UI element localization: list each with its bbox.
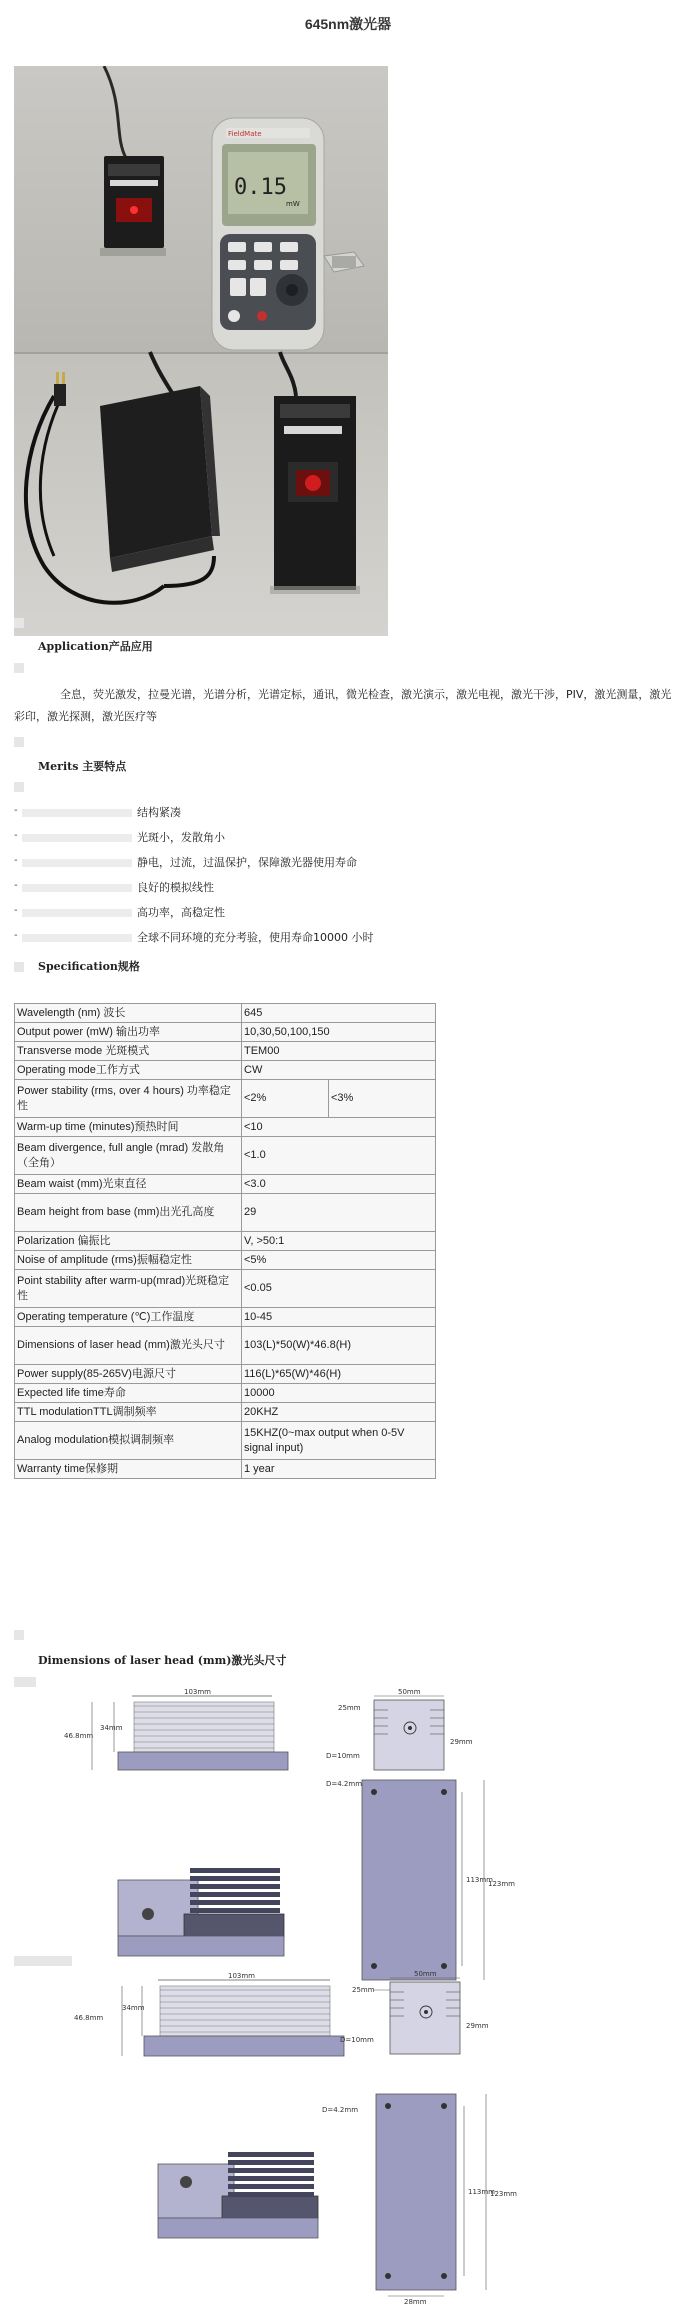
table-row: Warm-up time (minutes)预热时间 <10 [15,1118,436,1137]
table-row: Transverse mode 光斑模式 TEM00 [15,1042,436,1061]
application-heading: Application产品应用 [38,640,153,653]
table-row: Wavelength (nm) 波长 645 [15,1004,436,1023]
table-row: Operating temperature (℃)工作温度 10-45 [15,1308,436,1327]
svg-text:34mm: 34mm [100,1724,123,1732]
meter-reading: 0.15 [234,175,287,200]
svg-text:46.8mm: 46.8mm [64,1732,94,1740]
svg-text:50mm: 50mm [398,1688,421,1696]
table-row: Dimensions of laser head (mm)激光头尺寸 103(L)*50(W)*46.8(H) [15,1327,436,1365]
svg-text:113mm: 113mm [466,1876,493,1884]
list-item: - 光斑小，发散角小 [14,830,225,844]
table-row: Warranty time保修期 1 year [15,1460,436,1479]
table-row: Beam height from base (mm)出光孔高度 29 [15,1194,436,1232]
table-row: Power stability (rms, over 4 hours) 功率稳定性 <2% <3% [15,1080,436,1118]
spacer-bar [14,1677,36,1687]
svg-text:29mm: 29mm [450,1738,473,1746]
list-item: - 静电，过流，过温保护，保障激光器使用寿命 [14,855,357,869]
table-row: Expected life time寿命 10000 [15,1384,436,1403]
svg-text:123mm: 123mm [490,2190,517,2198]
svg-text:25mm: 25mm [338,1704,361,1712]
svg-text:103mm: 103mm [228,1972,255,1980]
table-row: Output power (mW) 输出功率 10,30,50,100,150 [15,1023,436,1042]
list-item: - 高功率，高稳定性 [14,905,225,919]
table-row: Polarization 偏振比 V, >50:1 [15,1232,436,1251]
merits-heading: Merits 主要特点 [38,760,127,773]
svg-text:103mm: 103mm [184,1688,211,1696]
svg-text:113mm: 113mm [468,2188,495,2196]
svg-text:34mm: 34mm [122,2004,145,2012]
spec-table [14,1003,436,1479]
page-title: 645nm激光器 [304,16,392,32]
list-item: - 良好的模拟线性 [14,880,214,894]
svg-text:28mm: 28mm [404,2298,427,2306]
dimensions-heading: Dimensions of laser head (mm)激光头尺寸 [38,1654,287,1667]
bullet-marker [14,782,24,792]
spacer-bar [14,1956,72,1966]
list-item: - 全球不同环境的充分考验，使用寿命10000 小时 [14,930,374,944]
bullet-marker [14,618,24,628]
table-row: Analog modulation模拟调制频率 15KHZ(0~max output when 0-5V signal input) [15,1422,436,1460]
application-text: 全息，荧光激发，拉曼光谱，光谱分析，光谱定标，通讯，微光检查，激光演示，激光电视，激光干涉，PIV，激光测量，激光彩印，激光探测，激光医疗等 [14,688,672,723]
table-row: Power supply(85-265V)电源尺寸 116(L)*65(W)*46(H) [15,1365,436,1384]
bullet-marker [14,663,24,673]
bullet-marker [14,962,24,972]
table-row: Beam waist (mm)光束直径 <3.0 [15,1175,436,1194]
svg-text:46.8mm: 46.8mm [74,2014,104,2022]
svg-text:D=4.2mm: D=4.2mm [326,1780,363,1788]
dimension-drawing-2 [60,1970,600,2306]
svg-text:50mm: 50mm [414,1970,437,1978]
table-row: Point stability after warm-up(mrad)光斑稳定性 <0.05 [15,1270,436,1308]
svg-text:29mm: 29mm [466,2022,489,2030]
list-item: - 结构紧凑 [14,805,181,819]
svg-text:25mm: 25mm [352,1986,375,1994]
table-row: Noise of amplitude (rms)振幅稳定性 <5% [15,1251,436,1270]
table-row: TTL modulationTTL调制频率 20KHZ [15,1403,436,1422]
table-row: Beam divergence, full angle (mrad) 发散角（全角） <1.0 [15,1137,436,1175]
svg-text:FieldMate: FieldMate [228,130,262,138]
svg-text:123mm: 123mm [488,1880,515,1888]
svg-text:D=10mm: D=10mm [326,1752,360,1760]
specification-heading: Specification规格 [38,960,140,973]
bullet-marker [14,737,24,747]
svg-text:D=10mm: D=10mm [340,2036,374,2044]
bullet-marker [14,1630,24,1640]
product-photo [14,66,388,636]
svg-text:D=4.2mm: D=4.2mm [322,2106,359,2114]
meter-unit: mW [286,200,300,208]
table-row: Operating mode工作方式 CW [15,1061,436,1080]
